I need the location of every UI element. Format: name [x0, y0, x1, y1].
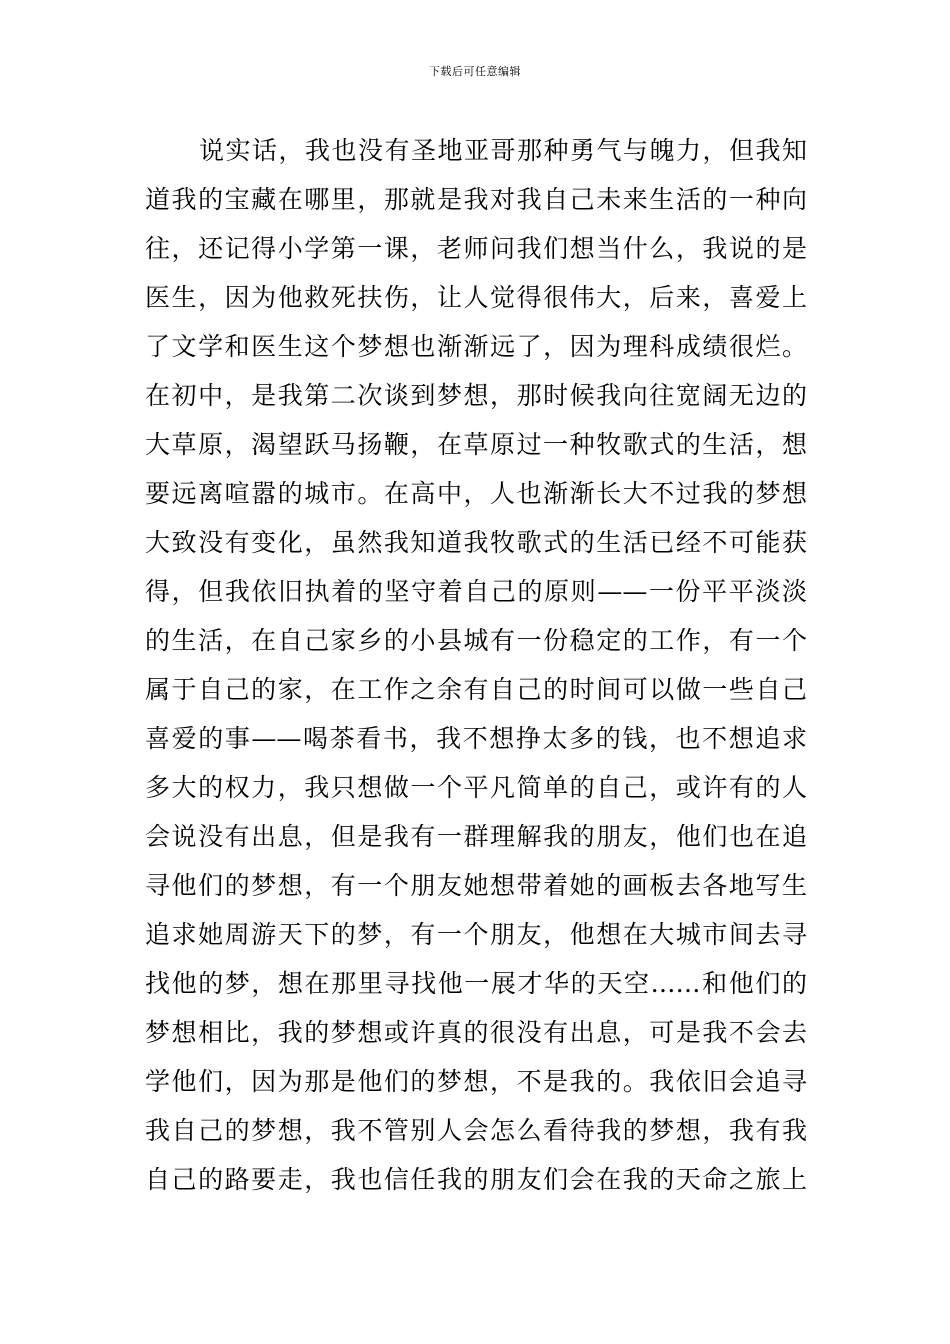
- page-header-note: 下载后可任意编辑: [429, 65, 521, 78]
- text-line: 喜爱的事——喝茶看书，我不想挣太多的钱，也不想追求: [145, 724, 807, 753]
- text-line: 往，还记得小学第一课，老师问我们想当什么，我说的是: [145, 234, 807, 263]
- text-line: 我自己的梦想，我不管别人会怎么看待我的梦想，我有我: [145, 1116, 807, 1145]
- text-line: 学他们，因为那是他们的梦想，不是我的。我依旧会追寻: [145, 1067, 807, 1096]
- text-line: 得，但我依旧执着的坚守着自己的原则——一份平平淡淡: [145, 577, 807, 606]
- text-line: 说实话，我也没有圣地亚哥那种勇气与魄力，但我知: [199, 136, 807, 165]
- text-line: 了文学和医生这个梦想也渐渐远了，因为理科成绩很烂。: [145, 332, 807, 361]
- text-line: 会说没有出息，但是我有一群理解我的朋友，他们也在追: [145, 822, 807, 851]
- text-line: 大致没有变化，虽然我知道我牧歌式的生活已经不可能获: [145, 528, 807, 557]
- text-line: 属于自己的家，在工作之余有自己的时间可以做一些自己: [145, 675, 807, 704]
- text-line: 寻他们的梦想，有一个朋友她想带着她的画板去各地写生: [145, 871, 807, 900]
- text-line: 自己的路要走，我也信任我的朋友们会在我的天命之旅上: [145, 1165, 807, 1194]
- text-line: 梦想相比，我的梦想或许真的很没有出息，可是我不会去: [145, 1018, 807, 1047]
- text-line: 追求她周游天下的梦，有一个朋友，他想在大城市间去寻: [145, 920, 807, 949]
- body-paragraph: [145, 126, 807, 1204]
- text-line: 道我的宝藏在哪里，那就是我对我自己未来生活的一种向: [145, 185, 807, 214]
- text-line: 大草原，渴望跃马扬鞭，在草原过一种牧歌式的生活，想: [145, 430, 807, 459]
- text-line: 找他的梦，想在那里寻找他一展才华的天空……和他们的: [145, 969, 807, 998]
- text-line: 在初中，是我第二次谈到梦想，那时候我向往宽阔无边的: [145, 381, 807, 410]
- text-line: 的生活，在自己家乡的小县城有一份稳定的工作，有一个: [145, 626, 807, 655]
- text-line: 医生，因为他救死扶伤，让人觉得很伟大，后来，喜爱上: [145, 283, 807, 312]
- text-line: 要远离喧嚣的城市。在高中，人也渐渐长大不过我的梦想: [145, 479, 807, 508]
- text-line: 多大的权力，我只想做一个平凡简单的自己，或许有的人: [145, 773, 807, 802]
